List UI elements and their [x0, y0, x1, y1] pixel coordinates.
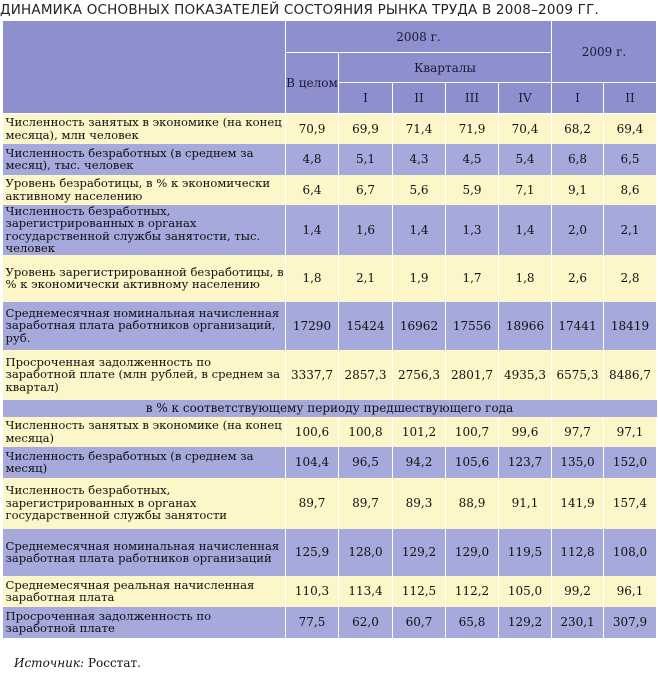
row-value: 1,4 [499, 205, 552, 255]
row-value: 99,6 [499, 417, 552, 447]
row-label: Численность безработных (в среднем за месяц), тыс. человек [3, 144, 286, 175]
row-label: Просроченная задолженность по заработной плате [3, 607, 286, 638]
row-value: 60,7 [393, 607, 446, 638]
row-value: 88,9 [446, 478, 499, 529]
row-label: Уровень безработицы, в % к экономически активному населению [3, 175, 286, 205]
header-q2008-2: II [393, 83, 446, 114]
row-label: Численность занятых в экономике (на конец месяца), млн человек [3, 114, 286, 144]
header-quarters: Кварталы [339, 53, 552, 83]
row-value: 2,8 [604, 255, 657, 302]
source-value: Росстат. [87, 656, 141, 670]
row-value: 17441 [552, 302, 604, 350]
header-year-2009: 2009 г. [552, 21, 657, 83]
row-value: 125,9 [286, 529, 339, 576]
row-value: 135,0 [552, 447, 604, 478]
row-value: 2857,3 [339, 350, 393, 400]
section-row [3, 400, 657, 417]
row-value: 7,1 [499, 175, 552, 205]
row-label: Среднемесячная номинальная начисленная заработная плата работников организаций, руб. [3, 302, 286, 350]
header-q2009-1: I [552, 83, 604, 114]
row-label: Среднемесячная реальная начисленная заработная плата [3, 576, 286, 607]
row-label: Уровень зарегистрированной безработицы, в % к экономически активному населению [3, 255, 286, 302]
row-value: 8,6 [604, 175, 657, 205]
row-value: 6,4 [286, 175, 339, 205]
row-value: 9,1 [552, 175, 604, 205]
table-row [3, 417, 657, 447]
row-value: 17290 [286, 302, 339, 350]
row-value: 18419 [604, 302, 657, 350]
row-value: 89,3 [393, 478, 446, 529]
row-value: 112,8 [552, 529, 604, 576]
row-value: 100,7 [446, 417, 499, 447]
row-value: 230,1 [552, 607, 604, 638]
header-q2009-2: II [604, 83, 657, 114]
table-title: ДИНАМИКА ОСНОВНЫХ ПОКАЗАТЕЛЕЙ СОСТОЯНИЯ РЫНКА ТРУДА В 2008–2009 ГГ. [0, 2, 600, 18]
row-label: Численность занятых в экономике (на конец месяца) [3, 417, 286, 447]
row-value: 1,4 [393, 205, 446, 255]
table-row [3, 302, 657, 350]
row-value: 152,0 [604, 447, 657, 478]
row-value: 2,6 [552, 255, 604, 302]
row-value: 17556 [446, 302, 499, 350]
table-row [3, 607, 657, 638]
table-row [3, 478, 657, 529]
row-value: 113,4 [339, 576, 393, 607]
row-value: 69,4 [604, 114, 657, 144]
table-row [3, 447, 657, 478]
row-value: 18966 [499, 302, 552, 350]
table-row [3, 529, 657, 576]
row-value: 112,5 [393, 576, 446, 607]
row-value: 69,9 [339, 114, 393, 144]
source-label: Источник: [14, 656, 85, 670]
row-value: 4,8 [286, 144, 339, 175]
table-row [3, 144, 657, 175]
table-row [3, 255, 657, 302]
row-label: Среднемесячная номинальная начисленная заработная плата работников организаций [3, 529, 286, 576]
row-value: 71,9 [446, 114, 499, 144]
row-value: 97,7 [552, 417, 604, 447]
row-value: 5,9 [446, 175, 499, 205]
row-value: 129,2 [393, 529, 446, 576]
row-value: 101,2 [393, 417, 446, 447]
row-value: 1,4 [286, 205, 339, 255]
row-label: Численность безработных (в среднем за месяц) [3, 447, 286, 478]
table-row [3, 205, 657, 255]
row-value: 5,4 [499, 144, 552, 175]
table-row [3, 576, 657, 607]
row-value: 2801,7 [446, 350, 499, 400]
row-value: 128,0 [339, 529, 393, 576]
row-value: 129,0 [446, 529, 499, 576]
row-value: 105,0 [499, 576, 552, 607]
header-year-2008: 2008 г. [286, 21, 552, 53]
row-value: 104,4 [286, 447, 339, 478]
source-note [14, 656, 141, 670]
row-value: 89,7 [286, 478, 339, 529]
row-value: 71,4 [393, 114, 446, 144]
row-value: 110,3 [286, 576, 339, 607]
row-value: 96,5 [339, 447, 393, 478]
row-value: 16962 [393, 302, 446, 350]
row-value: 4,5 [446, 144, 499, 175]
table-row [3, 114, 657, 144]
row-value: 2756,3 [393, 350, 446, 400]
row-value: 70,4 [499, 114, 552, 144]
row-value: 123,7 [499, 447, 552, 478]
row-value: 77,5 [286, 607, 339, 638]
header-q2008-3: III [446, 83, 499, 114]
row-value: 6575,3 [552, 350, 604, 400]
row-value: 62,0 [339, 607, 393, 638]
row-label: Просроченная задолженность по заработной плате (млн рублей, в среднем за квартал) [3, 350, 286, 400]
row-value: 8486,7 [604, 350, 657, 400]
table-row [3, 175, 657, 205]
row-value: 1,8 [499, 255, 552, 302]
row-value: 1,3 [446, 205, 499, 255]
row-value: 119,5 [499, 529, 552, 576]
row-value: 1,8 [286, 255, 339, 302]
row-value: 97,1 [604, 417, 657, 447]
row-value: 2,0 [552, 205, 604, 255]
row-value: 6,8 [552, 144, 604, 175]
row-value: 4,3 [393, 144, 446, 175]
row-value: 100,8 [339, 417, 393, 447]
header-q2008-4: IV [499, 83, 552, 114]
table-body [3, 114, 657, 638]
row-value: 1,7 [446, 255, 499, 302]
row-label: Численность безработных, зарегистрированных в органах государственной службы занятости, тыс. человек [3, 205, 286, 255]
row-value: 3337,7 [286, 350, 339, 400]
row-value: 157,4 [604, 478, 657, 529]
row-value: 5,1 [339, 144, 393, 175]
row-value: 65,8 [446, 607, 499, 638]
row-value: 5,6 [393, 175, 446, 205]
row-value: 307,9 [604, 607, 657, 638]
row-value: 2,1 [339, 255, 393, 302]
row-value: 108,0 [604, 529, 657, 576]
row-value: 89,7 [339, 478, 393, 529]
row-value: 99,2 [552, 576, 604, 607]
row-value: 141,9 [552, 478, 604, 529]
row-label: Численность безработных, зарегистрированных в органах государственной службы занятости [3, 478, 286, 529]
row-value: 15424 [339, 302, 393, 350]
row-value: 105,6 [446, 447, 499, 478]
section-label: в % к соответствующему периоду предшествующего года [3, 400, 657, 417]
row-value: 1,9 [393, 255, 446, 302]
row-value: 91,1 [499, 478, 552, 529]
row-value: 100,6 [286, 417, 339, 447]
row-value: 2,1 [604, 205, 657, 255]
row-value: 112,2 [446, 576, 499, 607]
table-row [3, 350, 657, 400]
row-value: 1,6 [339, 205, 393, 255]
row-value: 6,7 [339, 175, 393, 205]
row-value: 70,9 [286, 114, 339, 144]
row-value: 96,1 [604, 576, 657, 607]
header-q2008-1: I [339, 83, 393, 114]
header-total: В целом [286, 53, 339, 114]
row-value: 94,2 [393, 447, 446, 478]
row-value: 6,5 [604, 144, 657, 175]
header-corner [3, 21, 286, 114]
labor-market-table [2, 20, 657, 638]
row-value: 4935,3 [499, 350, 552, 400]
row-value: 68,2 [552, 114, 604, 144]
row-value: 129,2 [499, 607, 552, 638]
